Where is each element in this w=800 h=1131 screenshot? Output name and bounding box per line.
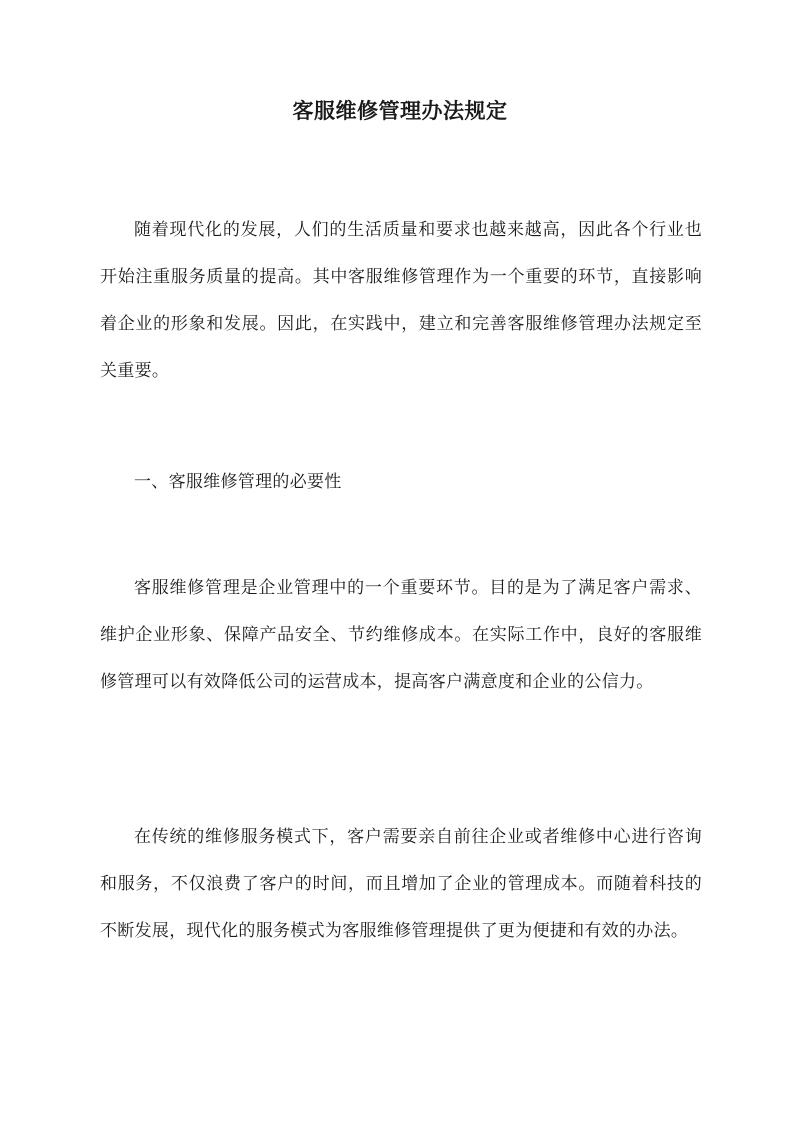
intro-paragraph: 随着现代化的发展，人们的生活质量和要求也越来越高，因此各个行业也开始注重服务质量的提高。其中客服维修管理作为一个重要的环节，直接影响着企业的形象和发展。因此，在实践中，建立和完善客服维修管理办法规定至关重要。 bbox=[100, 220, 702, 381]
document-title: 客服维修管理办法规定 bbox=[292, 98, 508, 123]
section-heading: 一、客服维修管理的必要性 bbox=[134, 472, 342, 492]
section-paragraph-1: 客服维修管理是企业管理中的一个重要环节。目的是为了满足客户需求、维护企业形象、保障产品安全、节约维修成本。在实际工作中，良好的客服维修管理可以有效降低公司的运营成本，提高客户满意度和企业的公信力。 bbox=[100, 578, 702, 692]
section-paragraph-2: 在传统的维修服务模式下，客户需要亲自前往企业或者维修中心进行咨询和服务，不仅浪费了客户的时间，而且增加了企业的管理成本。而随着科技的不断发展，现代化的服务模式为客服维修管理提供了更为便捷和有效的办法。 bbox=[100, 827, 702, 941]
